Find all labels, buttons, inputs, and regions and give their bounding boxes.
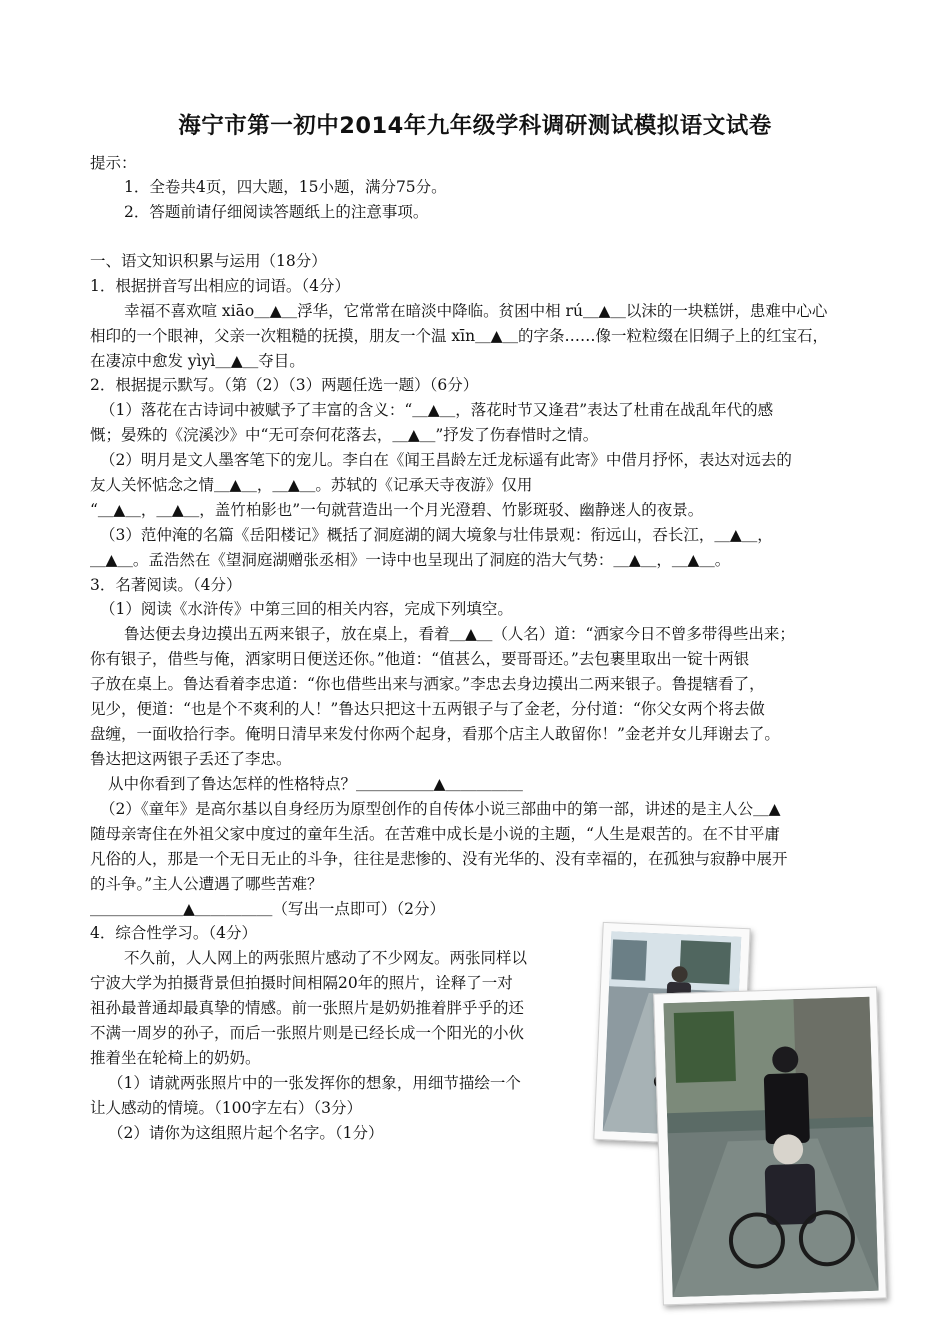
passage-text: 不满一周岁的孙子，而后一张照片则是已经长成一个阳光的小伙 (90, 1024, 525, 1042)
tips-label: 提示： (90, 154, 137, 172)
question-text: （1）阅读《水浒传》中第三回的相关内容，完成下列填空。 (100, 600, 513, 618)
question-text: 从中你看到了鲁达怎样的性格特点？＿＿＿＿＿▲＿＿＿＿＿ (108, 775, 523, 793)
passage-text: 不久前，人人网上的两张照片感动了不少网友。两张同样以 (124, 949, 528, 967)
question-text: （2）请你为这组照片起个名字。（1分） (108, 1124, 384, 1142)
question-text: 随母亲寄住在外祖父家中度过的童年生活。在苦难中成长是小说的主题，“人生是艰苦的。在不甘平庸 (90, 825, 780, 843)
question-text: 慨；晏殊的《浣溪沙》中“无可奈何花落去，＿▲＿”抒发了伤春惜时之情。 (90, 426, 599, 444)
question-text: （2）明月是文人墨客笔下的宠儿。李白在《闻王昌龄左迁龙标遥有此寄》中借月抒怀，表达对远去的 (100, 451, 792, 469)
passage-text: 见少，便道：“也是个不爽利的人！”鲁达只把这十五两银子与了金老，分付道：“你父女两个将去做 (90, 700, 765, 718)
question-text: 相印的一个眼神，父亲一次粗糙的抚摸，朋友一个温 xīn＿▲＿的字条……像一粒粒缀在旧绸子上的红宝石， (90, 327, 829, 345)
section-heading: 一、语文知识积累与运用（18分） (90, 252, 327, 270)
question-heading: 2．根据提示默写。（第（2）（3）两题任选一题）（6分） (90, 376, 479, 394)
photo-image (663, 997, 878, 1297)
question-heading: 1．根据拼音写出相应的词语。（4分） (90, 277, 350, 295)
question-text: 让人感动的情境。（100字左右）（3分） (90, 1099, 362, 1117)
question-text: 幸福不喜欢喧 xiāo＿▲＿浮华，它常常在暗淡中降临。贫困中相 rú＿▲＿以沫的一块糕饼，患难中心心 (124, 302, 828, 320)
question-text: 的斗争。”主人公遭遇了哪些苦难？ (90, 875, 323, 893)
passage-text: 盘缠，一面收拾行李。俺明日清早来发付你两个起身，看那个店主人敢留你！”金老并女儿拜谢去了。 (90, 725, 780, 743)
question-text: 在凄凉中愈发 yìyì＿▲＿夺目。 (90, 352, 305, 370)
question-text: ＿▲＿。孟浩然在《望洞庭湖赠张丞相》一诗中也呈现出了洞庭的浩大气势：＿▲＿，＿▲＿。 (90, 551, 731, 569)
passage-text: 子放在桌上。鲁达看着李忠道：“你也借些出来与洒家。”李忠去身边摸出二两来银子。鲁提辖看了， (90, 675, 765, 693)
question-text: “＿▲＿，＿▲＿，盖竹柏影也”一句就营造出一个月光澄碧、竹影斑驳、幽静迷人的夜景。 (90, 501, 704, 519)
tip-item: 1．全卷共4页，四大题，15小题，满分75分。 (124, 178, 447, 196)
question-text: （3）范仲淹的名篇《岳阳楼记》概括了洞庭湖的阔大境象与壮伟景观：衔远山，吞长江，＿▲＿， (100, 526, 773, 544)
passage-text: 你有银子，借些与俺，洒家明日便送还你。”他道：“值甚么，要哥哥还。”去包裹里取出一锭十两银 (90, 650, 750, 668)
passage-text: 推着坐在轮椅上的奶奶。 (90, 1049, 261, 1067)
question-text: 凡俗的人，那是一个无日无止的斗争，往往是悲惨的、没有光华的、没有幸福的，在孤独与寂静中展开 (90, 850, 788, 868)
photo-grandson-pushing-wheelchair (653, 987, 887, 1306)
question-text: （1）请就两张照片中的一张发挥你的想象，用细节描绘一个 (108, 1074, 521, 1092)
passage-text: 鲁达把这两银子丢还了李忠。 (90, 750, 292, 768)
page-title: 海宁市第一初中2014年九年级学科调研测试模拟语文试卷 (178, 113, 772, 139)
question-text: （2）《童年》是高尔基以自身经历为原型创作的自传体小说三部曲中的第一部，讲述的是主人公＿▲ (100, 800, 781, 818)
question-text: （1）落花在古诗词中被赋予了丰富的含义：“＿▲＿，落花时节又逢君”表达了杜甫在战乱年代的感 (100, 401, 774, 419)
tip-item: 2．答题前请仔细阅读答题纸上的注意事项。 (124, 203, 429, 221)
question-text: 友人关怀惦念之情＿▲＿，＿▲＿。苏轼的《记承天寺夜游》仅用 (90, 476, 533, 494)
passage-text: 宁波大学为拍摄背景但拍摄时间相隔20年的照片，诠释了一对 (90, 974, 513, 992)
question-heading: 4．综合性学习。（4分） (90, 924, 257, 942)
passage-text: 鲁达便去身边摸出五两来银子，放在桌上，看着＿▲＿（人名）道：“洒家今日不曾多带得些出来； (124, 625, 795, 643)
answer-blank: ＿＿＿＿＿＿▲＿＿＿＿＿（写出一点即可）（2分） (90, 900, 446, 918)
question-heading: 3．名著阅读。（4分） (90, 576, 242, 594)
passage-text: 祖孙最普通却最真挚的情感。前一张照片是奶奶推着胖乎乎的还 (90, 999, 525, 1017)
